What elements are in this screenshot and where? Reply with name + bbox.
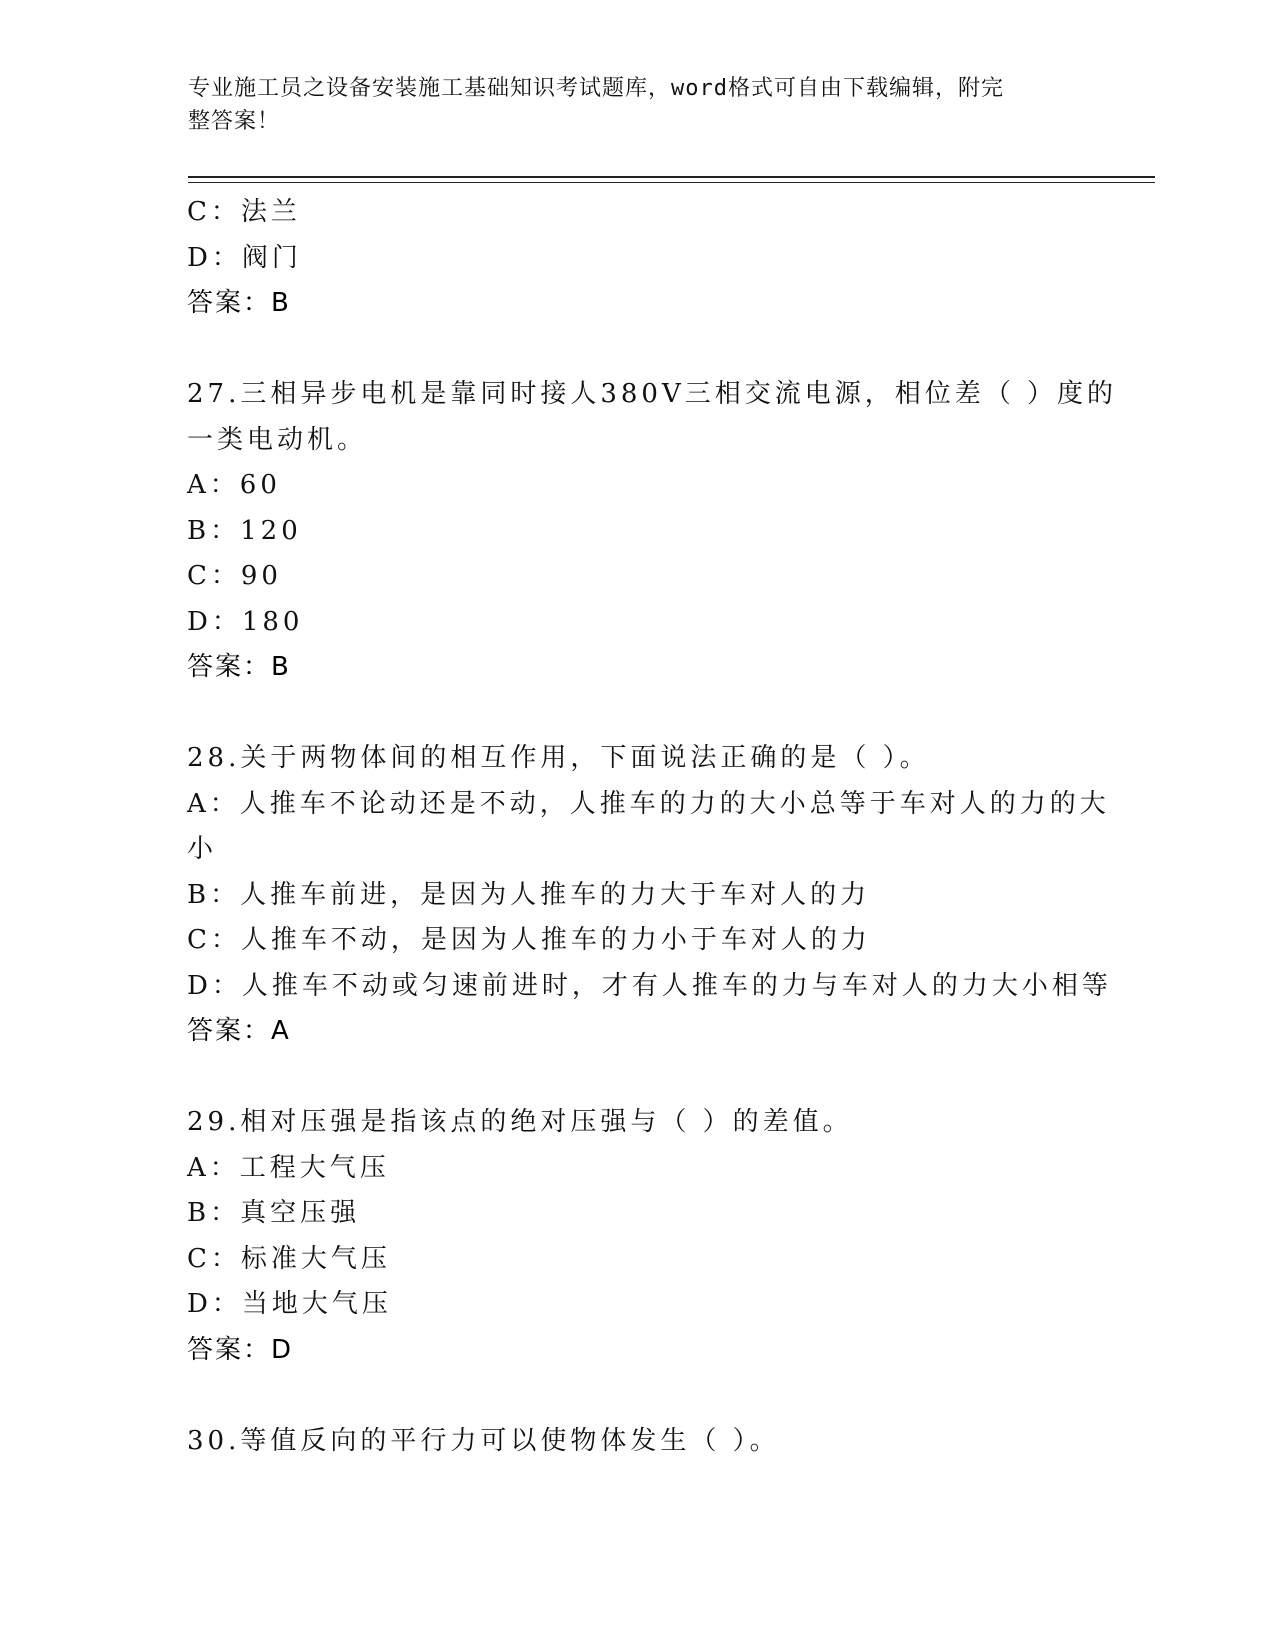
spacer <box>187 1055 1087 1101</box>
spacer <box>187 1373 1087 1419</box>
question-list <box>187 190 1118 1464</box>
question-stem: 29.相对压强是指该点的绝对压强与（ ）的差值。 <box>187 1107 853 1137</box>
answer-line: 答案：A <box>187 1016 291 1046</box>
option-d: D：阀门 <box>187 242 302 273</box>
question-stem-continued: 一类电动机。 <box>187 424 368 455</box>
question-27 <box>187 372 1118 691</box>
answer-line: 答案：B <box>187 288 291 318</box>
header-title-line-1: 专业施工员之设备安装施工基础知识考试题库，word格式可自由下载编辑，附完 <box>188 76 1004 101</box>
question-stem: 28.关于两物体间的相互作用，下面说法正确的是（ ）。 <box>187 743 930 773</box>
question-28 <box>187 736 1112 1055</box>
question-stem: 30.等值反向的平行力可以使物体发生（ ）。 <box>187 1425 780 1456</box>
option-b: B：120 <box>187 515 302 546</box>
option-a-continued: 小 <box>187 834 218 864</box>
question-29 <box>187 1100 1087 1373</box>
question-30 <box>187 1419 1087 1465</box>
option-d: D：人推车不动或匀速前进时，才有人推车的力与车对人的力大小相等 <box>187 970 1112 1001</box>
answer-line: 答案：D <box>187 1334 294 1365</box>
option-c: C：法兰 <box>187 197 301 227</box>
question-26-tail <box>187 190 1087 327</box>
header-rule-thick <box>188 176 1155 178</box>
option-c: C：标准大气压 <box>187 1243 391 1274</box>
option-d: D：当地大气压 <box>187 1289 392 1319</box>
option-c: C：90 <box>187 561 282 591</box>
question-stem: 27.三相异步电机是靠同时接人380V三相交流电源，相位差（ ）度的 <box>187 379 1118 409</box>
spacer <box>187 691 1087 737</box>
spacer <box>187 327 1087 373</box>
option-b: B：人推车前进，是因为人推车的力大于车对人的力 <box>187 879 871 910</box>
option-b: B：真空压强 <box>187 1198 361 1228</box>
option-a: A：工程大气压 <box>187 1152 390 1183</box>
answer-line: 答案：B <box>187 652 291 682</box>
option-a: A：60 <box>187 470 281 500</box>
document-header <box>188 72 1068 138</box>
option-c: C：人推车不动，是因为人推车的力小于车对人的力 <box>187 925 871 955</box>
header-title-line-2: 整答案！ <box>188 109 281 134</box>
header-rule-thin <box>188 182 1155 183</box>
option-a: A：人推车不论动还是不动，人推车的力的大小总等于车对人的力的大 <box>187 788 1110 819</box>
option-d: D：180 <box>187 606 304 637</box>
